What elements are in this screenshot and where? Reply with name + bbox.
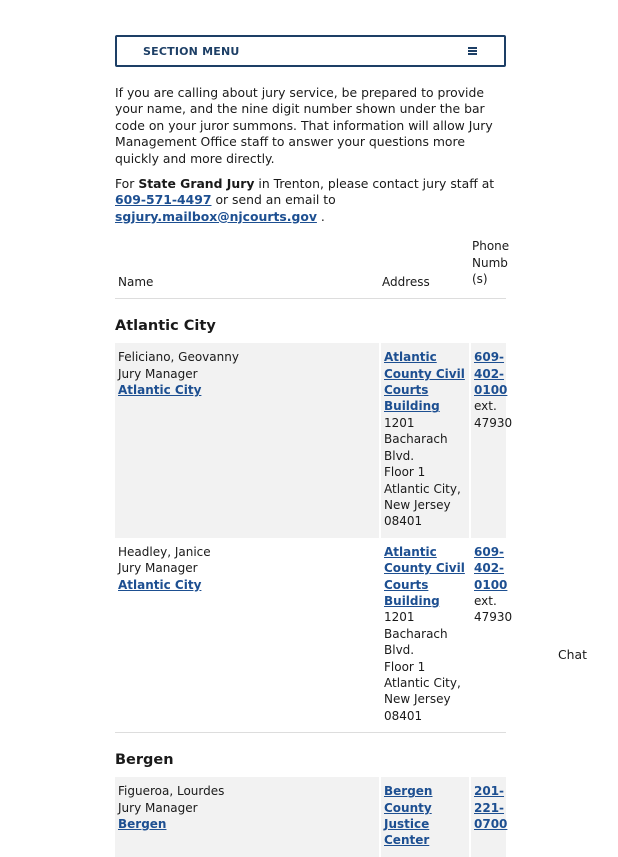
- text-segment: .: [316, 208, 325, 224]
- address-cell: [379, 343, 469, 537]
- street: 1201 Bacharach Blvd.: [384, 610, 448, 658]
- location-link[interactable]: Atlantic City: [118, 577, 202, 592]
- table-row: [115, 343, 513, 537]
- building-link[interactable]: Atlantic County Civil Courts Building: [384, 350, 465, 414]
- name-cell: [115, 343, 379, 537]
- person-role: Jury Manager: [118, 366, 198, 381]
- phone-cell: [469, 343, 513, 537]
- phone-link[interactable]: 201-221-0700: [474, 784, 508, 831]
- building-link[interactable]: Atlantic County Civil Courts Building: [384, 544, 465, 608]
- text-segment: in Trenton, please contact jury staff at: [254, 176, 495, 192]
- section-menu-label: SECTION MENU: [143, 44, 240, 58]
- grand-jury-paragraph: [115, 176, 506, 225]
- city: Atlantic City, New Jersey: [384, 675, 461, 707]
- name-cell: [115, 538, 379, 732]
- header-name: Name: [118, 274, 154, 289]
- text-segment: For: [115, 176, 139, 192]
- street: 1201 Bacharach Blvd.: [384, 415, 448, 463]
- floor: Floor 1: [384, 465, 426, 480]
- building-link[interactable]: Bergen County Justice Center: [384, 784, 433, 848]
- hamburger-icon: [468, 47, 477, 55]
- person-name: Figueroa, Lourdes: [118, 784, 225, 799]
- table-row: [115, 777, 506, 857]
- table-row: [115, 538, 513, 732]
- header-address: Address: [382, 274, 430, 289]
- intro-paragraph: If you are calling about jury service, be prepared to provide your name, and the nine digit number shown under the bar code on your juror summons. That information will allow Jury Management Office staff to answer your questions more quickly and more directly.: [115, 85, 493, 166]
- person-role: Jury Manager: [118, 800, 198, 815]
- phone-cell: [469, 538, 513, 732]
- main-content: [115, 35, 513, 857]
- address-cell: [379, 777, 469, 857]
- location-link[interactable]: Atlantic City: [118, 383, 202, 398]
- phone-ext: ext. 47930: [474, 399, 513, 430]
- header-phone: Phone Numb (s): [472, 239, 510, 287]
- phone-link[interactable]: 609-402-0100: [474, 350, 508, 398]
- row-divider: [115, 732, 506, 733]
- address-cell: [379, 538, 469, 732]
- region-title-bergen: Bergen: [115, 752, 174, 769]
- zip: 08401: [384, 708, 423, 723]
- floor: Floor 1: [384, 659, 426, 674]
- phone-link[interactable]: 609-402-0100: [474, 544, 508, 592]
- grand-jury-phone-link[interactable]: 609-571-4497: [115, 192, 212, 208]
- city: Atlantic City, New Jersey: [384, 481, 461, 512]
- table-header: [115, 238, 510, 299]
- section-menu-button[interactable]: [115, 35, 506, 67]
- person-name: Feliciano, Geovanny: [118, 350, 239, 365]
- region-title-atlantic-city: Atlantic City: [115, 318, 216, 335]
- text-segment: or send an email to: [211, 192, 336, 208]
- phone-cell: [469, 777, 506, 857]
- zip: 08401: [384, 514, 423, 529]
- state-grand-jury-label: State Grand Jury: [138, 176, 255, 192]
- name-cell: [115, 777, 379, 857]
- location-link[interactable]: Bergen: [118, 817, 167, 831]
- person-role: Jury Manager: [118, 561, 198, 576]
- grand-jury-email-link[interactable]: sgjury.mailbox@njcourts.gov: [115, 208, 317, 224]
- person-name: Headley, Janice: [118, 544, 211, 559]
- chat-button[interactable]: Chat: [558, 647, 587, 662]
- phone-ext: ext. 47930: [474, 593, 513, 625]
